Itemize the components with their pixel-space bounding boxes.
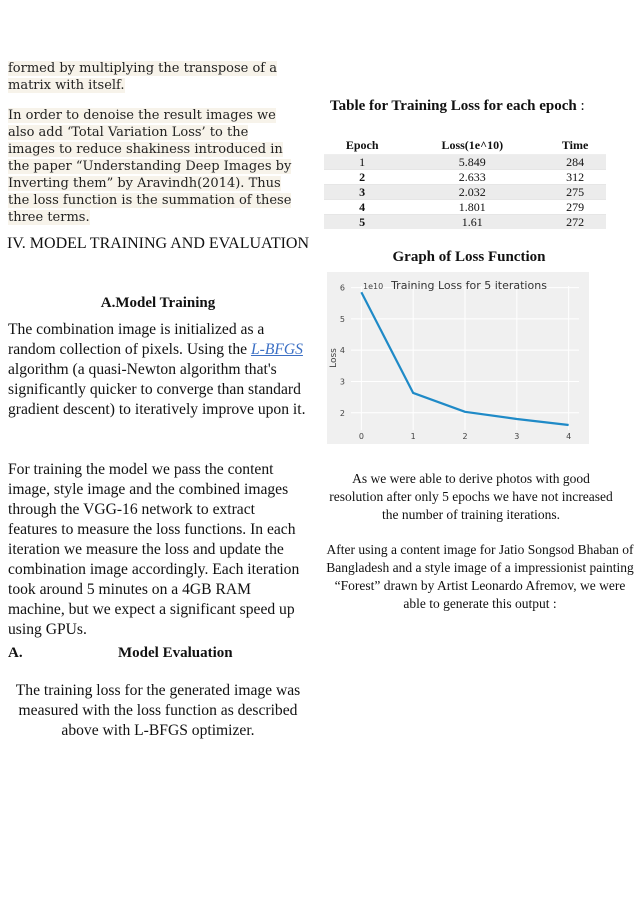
init-text-before: The combination image is initialized as a random collection of pixels. Using the [8,321,265,358]
paragraph-gram-matrix-text: formed by multiplying the transpose of a matrix with itself. [8,61,277,93]
table-cell-epoch: 3 [324,185,400,200]
x-tick-label: 1 [410,432,416,441]
paragraph-epochs-note: As we were able to derive photos with good resolution after only 5 epochs we have not increased the number of training iterations. [329,471,613,522]
table-cell-time: 279 [544,200,606,215]
x-tick-label: 3 [514,432,520,441]
table-cell-epoch: 5 [324,215,400,230]
axis-offset-label: 1e10 [363,282,384,291]
paragraph-initialization [8,320,308,420]
paragraph-total-variation [8,107,298,226]
table-row [324,200,606,215]
chart-background [327,272,589,444]
table-title-colon: : [580,98,585,114]
init-text-after: algorithm (a quasi-Newton algorithm that's significantly quicker to converge than standard gradient descent) to iteratively improve upon it. [8,361,306,418]
eval-label: A. [8,645,23,661]
table-cell-loss: 1.61 [400,215,544,230]
table-cell-time: 312 [544,170,606,185]
y-tick-label: 3 [339,377,345,387]
table-header-time: Time [544,136,606,155]
subsection-model-evaluation: Model Evaluation [118,645,233,661]
table-cell-loss: 1.801 [400,200,544,215]
table-header-epoch: Epoch [324,136,400,155]
x-tick-label: 4 [566,432,572,441]
loss-table [324,136,606,229]
table-row [324,215,606,230]
y-tick-label: 6 [339,283,345,293]
y-tick-label: 4 [339,346,345,356]
table-cell-epoch: 4 [324,200,400,215]
graph-title: Graph of Loss Function [392,249,546,265]
loss-line-chart [327,272,589,444]
table-title-text: Table for Training Loss for each epoch [330,98,577,114]
lbfgs-link[interactable]: L-BFGS [250,341,303,358]
table-header-loss: Loss(1e^10) [400,136,544,155]
chart-title: Training Loss for 5 iterations [391,279,547,292]
table-cell-epoch: 2 [324,170,400,185]
paragraph-gram-matrix [8,60,288,94]
table-cell-loss: 2.633 [400,170,544,185]
x-tick-label: 0 [358,432,364,441]
section-heading: IV. MODEL TRAINING AND EVALUATION [6,235,310,252]
table-row [324,170,606,185]
table-header-row [324,136,606,155]
table-cell-time: 272 [544,215,606,230]
y-axis-label: Loss [329,348,339,368]
paragraph-evaluation: The training loss for the generated image was measured with the loss function as described above with L-BFGS optimizer. [15,682,301,739]
paragraph-training-process: For training the model we pass the content image, style image and the combined images through the VGG-16 network to extract features to measure the loss functions. In each iteration we measure the loss and update the combination image accordingly. Each iteration took around 5 minutes on a 4GB RAM machine, but we expect a significant speed up using GPUs. [8,461,300,638]
table-cell-epoch: 1 [324,155,400,170]
table-row [324,185,606,200]
paragraph-total-variation-text: In order to denoise the result images we also add ‘Total Variation Loss’ to the images to reduce shakiness introduced in the paper “Understanding Deep Images by Inverting them” by Aravindh(2014). Thus the loss function is the summation of these three terms. [8,108,292,225]
table-cell-time: 284 [544,155,606,170]
table-cell-time: 275 [544,185,606,200]
y-tick-label: 2 [339,408,345,418]
table-cell-loss: 5.849 [400,155,544,170]
table-title [330,98,585,115]
paragraph-output-note: After using a content image for Jatio Songsod Bhaban of Bangladesh and a style image of a impressionist painting “Forest” drawn by Artist Leonardo Afremov, we were able to generate this output : [326,542,634,611]
table-cell-loss: 2.032 [400,185,544,200]
subsection-model-training: A.Model Training [100,295,216,311]
x-tick-label: 2 [462,432,468,441]
y-tick-label: 5 [339,314,345,324]
table-row [324,155,606,170]
